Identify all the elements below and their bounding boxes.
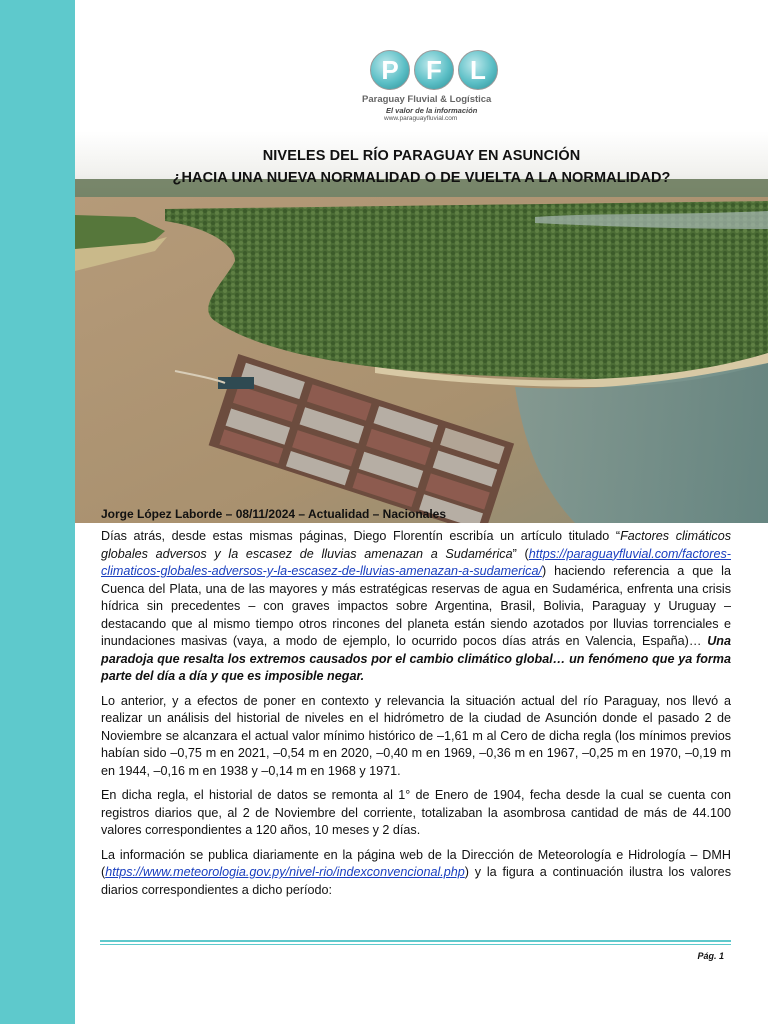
logo-letter-l: L — [458, 50, 498, 90]
logo-circles — [370, 50, 498, 92]
p4-text-a: La información se publica diariamente en la página web de la Dirección de Meteorología e Hidrología – DMH ( — [101, 847, 731, 879]
paragraph-1 — [101, 528, 731, 686]
article-byline: Jorge López Laborde – 08/11/2024 – Actualidad – Nacionales — [101, 507, 447, 521]
paragraph-3: En dicha regla, el historial de datos se remonta al 1° de Enero de 1904, fecha desde la cual se cuenta con registros diarios que, al 2 de Noviembre del corriente, totalizaban la asombrosa cantidad de más de 44.100 valores correspondientes a 120 años, 10 meses y 2 días. — [101, 788, 731, 837]
p4-text-b: ) y la figura a continuación ilustra los valores diarios correspondientes a dicho período: — [101, 865, 731, 897]
river-barge-illustration — [75, 131, 768, 523]
logo-slogan: El valor de la información — [386, 106, 478, 115]
left-accent-bar — [0, 0, 75, 1024]
article-title-line2: ¿HACIA UNA NUEVA NORMALIDAD O DE VUELTA A LA NORMALIDAD? — [172, 170, 671, 186]
footer-rule-thin — [100, 944, 731, 945]
p1-cited-title: Factores climáticos globales adversos y la escasez de lluvias amenazan a Sudamérica — [101, 529, 731, 561]
pfl-logo — [340, 48, 510, 128]
hero-river-photo — [75, 131, 768, 523]
logo-url: www.paraguayfluvial.com — [384, 115, 458, 122]
logo-letter-p: P — [370, 50, 410, 90]
p1-text-a: Días atrás, desde estas mismas páginas, Diego Florentín escribía un artículo titulado “ — [101, 529, 621, 543]
paragraph-4 — [101, 847, 731, 900]
p1-text-c: ” ( — [512, 546, 529, 561]
paragraph-2: Lo anterior, y a efectos de poner en contexto y relevancia la situación actual del río Paraguay, nos llevó a realizar un análisis del historial de niveles en el hidrómetro de la ciudad de Asunción donde el pasado 2 de Noviembre se alcanzara el actual valor mínimo histórico de –1,61 m al Cero de dicha regla (los mínimos previos habían sido –0,75 m en 2021, –0,54 m en 2020, –0,40 m en 1969, –0,36 m en 1967, –0,25 m en 1970, –0,19 m en 1944, –0,16 m en 1938 y –0,14 m en 1968 y 1971. — [101, 693, 731, 778]
footer-rule — [100, 940, 731, 942]
p4-dmh-link[interactable]: https://www.meteorologia.gov.py/nivel-rio/indexconvencional.php — [105, 865, 465, 879]
page-number: Pág. 1 — [697, 951, 724, 961]
p1-text-d: ) haciendo referencia a que la Cuenca del Plata, una de las mayores y más estratégicas reservas de agua en Sudamérica, enfrenta una crisis hídrica sin precedentes – con graves impactos sobre Argentina, Brasil, Bolivia, Paraguay y Uruguay – destacando que al mismo tiempo otros rincones del planeta están siendo azotados por lluvias torrenciales e inundaciones masivas (vaya, a modo de ejemplo, lo ocurrido pocos días atrás en Valencia, España)… — [101, 564, 731, 648]
article-title-line1: NIVELES DEL RÍO PARAGUAY EN ASUNCIÓN — [262, 148, 581, 164]
article-body — [101, 528, 731, 906]
logo-letter-f: F — [414, 50, 454, 90]
logo-company-name: Paraguay Fluvial & Logística — [362, 94, 492, 105]
p1-highlight: Una paradoja que resalta los extremos causados por el cambio climático global… un fenómeno que ya forma parte del día a día y que es imposible negar. — [101, 634, 731, 683]
p1-article-link[interactable]: https://paraguayfluvial.com/factores-climaticos-globales-adversos-y-la-escasez-de-lluvias-amenazan-a-sudamerica/ — [101, 546, 731, 578]
